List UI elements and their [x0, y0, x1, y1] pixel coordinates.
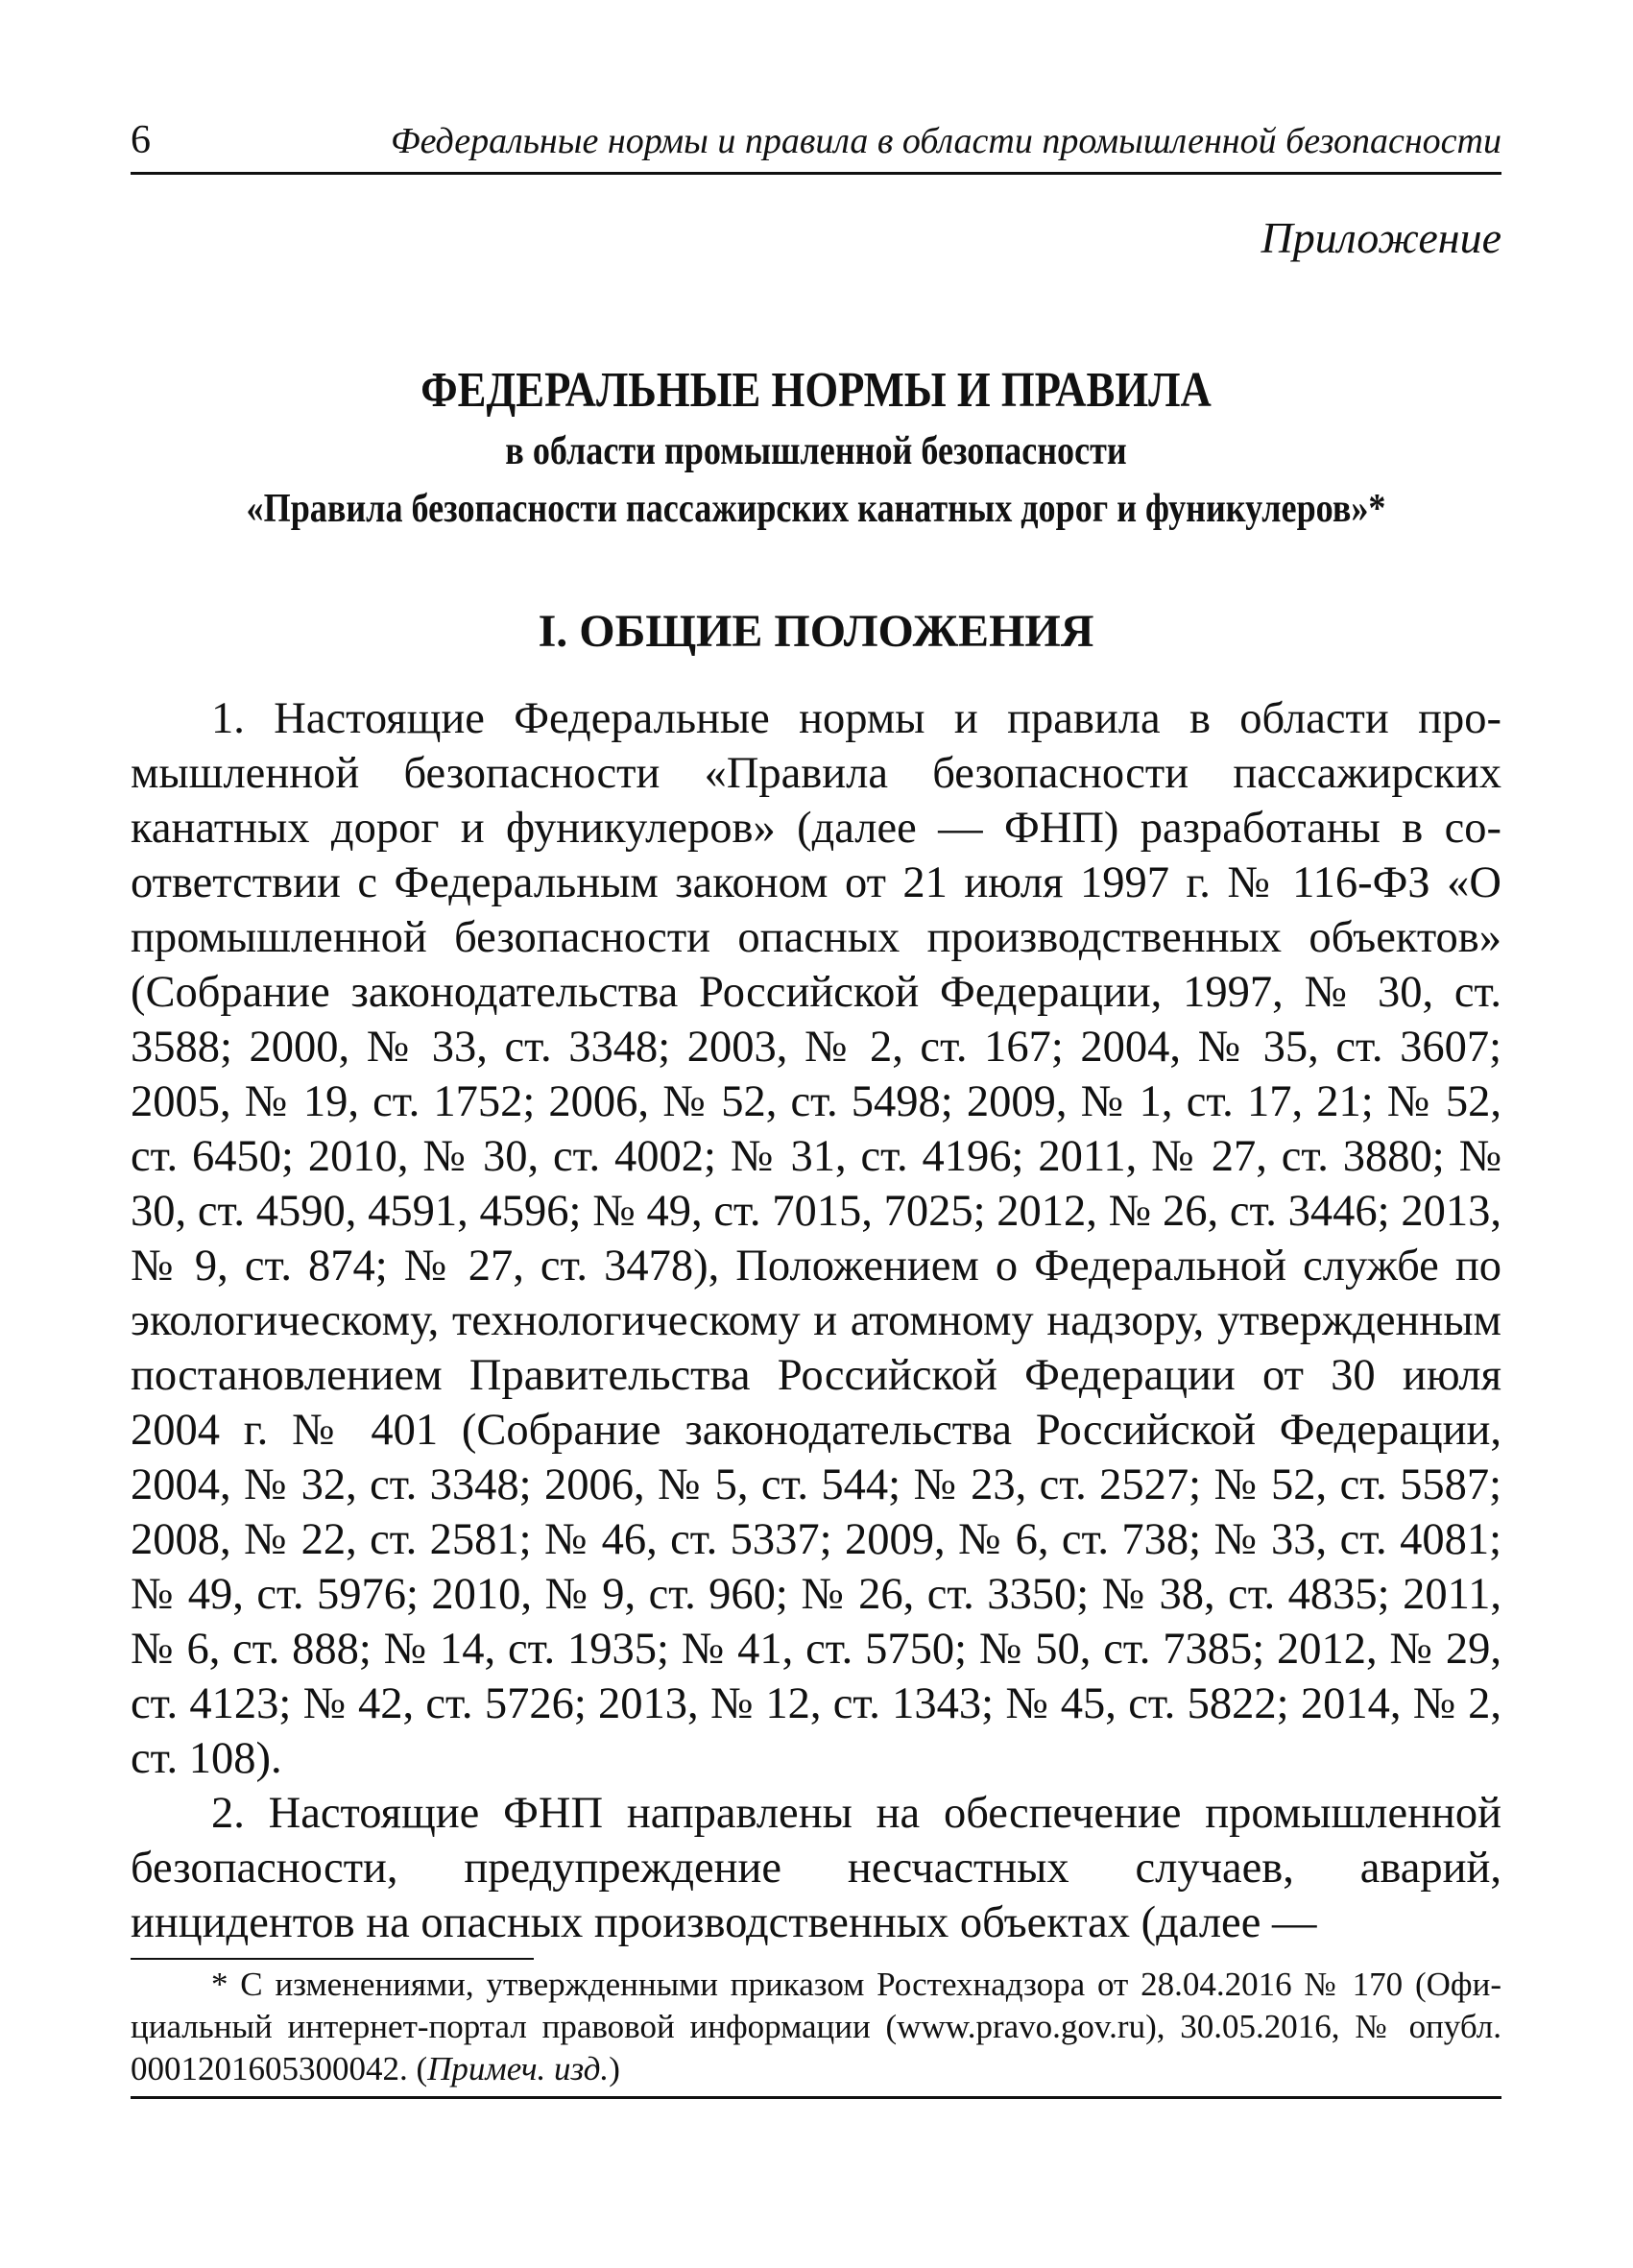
running-title: Федеральные нормы и правила в области промышленной безопасности [391, 121, 1501, 161]
footnote-close: ) [609, 2050, 620, 2087]
footnote [131, 1964, 1501, 2090]
document-title [131, 359, 1501, 538]
title-line-3: «Правила безопасности пассажирских канатных дорог и фуникулеров»* [246, 487, 1386, 531]
footnote-separator [131, 1958, 534, 1960]
footnote-note: Примеч. изд. [427, 2050, 610, 2087]
document-page [131, 115, 1501, 2090]
section-heading: I. ОБЩИЕ ПОЛОЖЕНИЯ [538, 606, 1094, 657]
running-header [131, 115, 1501, 175]
paragraph-2: 2. Настоящие ФНП направлены на обеспечение промышленной безопасности, предупреждение несчастных случаев, аварий, инцидентов на опасных производственных объектах (далее — [131, 1789, 1501, 1947]
appendix-label: Приложение [1261, 213, 1501, 262]
body-text [131, 691, 1501, 1950]
title-line-1: ФЕДЕРАЛЬНЫЕ НОРМЫ И ПРАВИЛА [420, 363, 1212, 418]
footnote-text: * С изменениями, утвержденными приказом Ростехнадзора от 28.04.2016 № 170 (Официальный интернет-портал правовой информации (www.pravo.gov.ru), 30.05.2016, № опубл. 0001201605300042. ( [131, 1966, 1501, 2087]
title-line-2: в области промышленной безопасности [505, 429, 1127, 473]
paragraph-1: 1. Настоящие Федеральные нормы и правила в области промышленной безопасности «Правила безопасности пассажирских канатных дорог и фуникулеров» (далее — ФНП) разработаны в соответствии с Федеральным законом от 21 июля 1997 г. № 116-ФЗ «О промышленной безопасности опасных производственных объектов» (Собрание законодательства Российской Федерации, 1997, № 30, ст. 3588; 2000, № 33, ст. 3348; 2003, № 2, ст. 167; 2004, № 35, ст. 3607; 2005, № 19, ст. 1752; 2006, № 52, ст. 5498; 2009, № 1, ст. 17, 21; № 52, ст. 6450; 2010, № 30, ст. 4002; № 31, ст. 4196; 2011, № 27, ст. 3880; № 30, ст. 4590, 4591, 4596; № 49, ст. 7015, 7025; 2012, № 26, ст. 3446; 2013, № 9, ст. 874; № 27, ст. 3478), Положением о Федеральной службе по экологическому, технологическому и атомному надзору, утвержденным постановлением Правительства Российской Федерации от 30 июля 2004 г. № 401 (Собрание законодательства Российской Федерации, 2004, № 32, ст. 3348; 2006, № 5, ст. 544; № 23, ст. 2527; № 52, ст. 5587; 2008, № 22, ст. 2581; № 46, ст. 5337; 2009, № 6, ст. 738; № 33, ст. 4081; № 49, ст. 5976; 2010, № 9, ст. 960; № 26, ст. 3350; № 38, ст. 4835; 2011, № 6, ст. 888; № 14, ст. 1935; № 41, ст. 5750; № 50, ст. 7385; 2012, № 29, ст. 4123; № 42, ст. 5726; 2013, № 12, ст. 1343; № 45, ст. 5822; 2014, № 2, ст. 108). [131, 694, 1501, 1783]
bottom-rule [131, 2096, 1501, 2099]
page-number: 6 [131, 118, 151, 162]
